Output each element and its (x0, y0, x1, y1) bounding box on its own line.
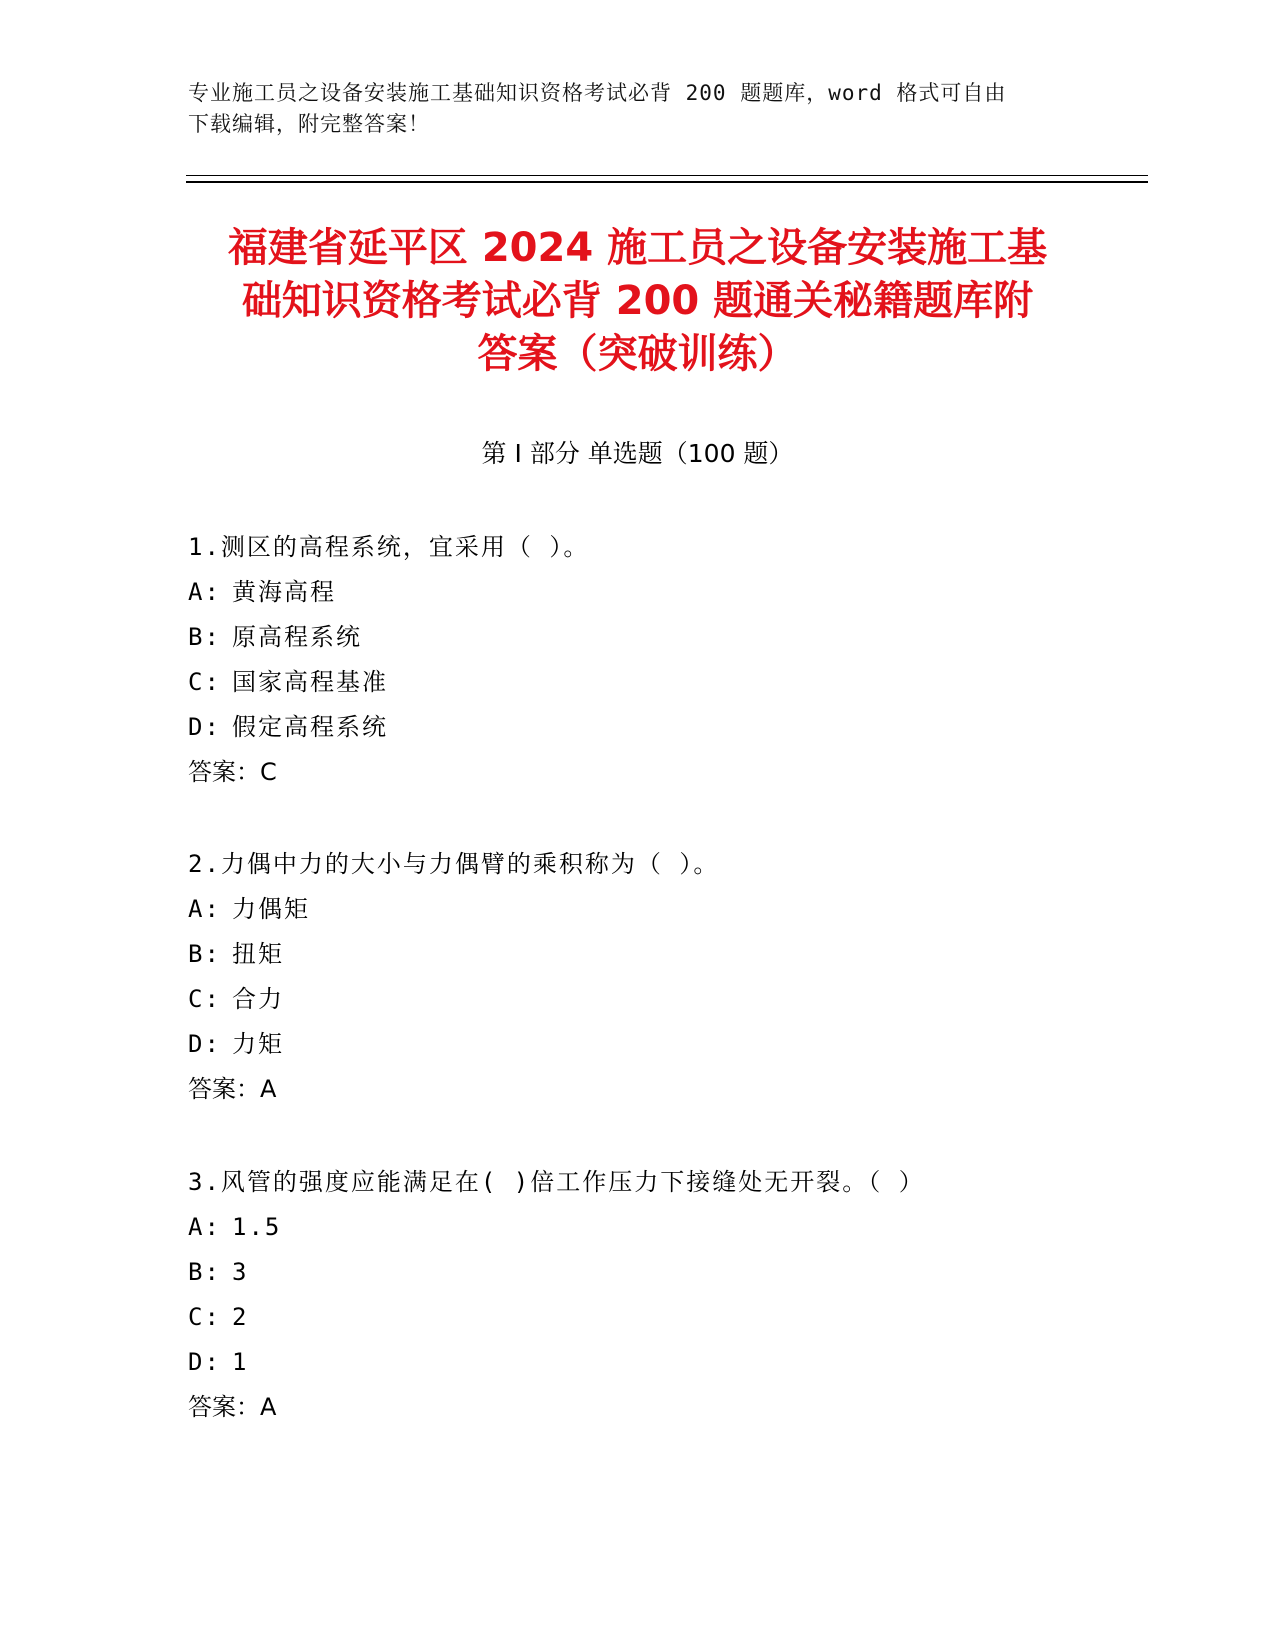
question-stem: 1.测区的高程系统，宜采用（ ）。 (188, 533, 590, 561)
option-a (188, 1205, 1138, 1250)
option-d (188, 705, 1138, 750)
option-text: 力偶矩 (232, 895, 310, 923)
option-text: 原高程系统 (232, 623, 362, 651)
option-label: C: (188, 1303, 221, 1331)
header-divider-thick (186, 181, 1148, 183)
option-a (188, 570, 1138, 615)
option-label: D: (188, 713, 221, 741)
option-text: 力矩 (232, 1030, 284, 1058)
document-header-note (188, 78, 1068, 140)
option-label: A: (188, 578, 221, 606)
document-title (150, 222, 1125, 381)
question-3 (188, 1160, 1138, 1430)
option-text: 3 (232, 1258, 249, 1286)
option-text: 假定高程系统 (232, 713, 388, 741)
option-b (188, 1250, 1138, 1295)
option-b (188, 615, 1138, 660)
option-text: 1.5 (232, 1213, 282, 1241)
answer-line: 答案：A (188, 1075, 277, 1103)
header-note-line-1: 专业施工员之设备安装施工基础知识资格考试必背 200 题题库，word 格式可自由 (188, 81, 1007, 105)
question-1 (188, 525, 1138, 795)
option-label: A: (188, 1213, 221, 1241)
option-d (188, 1022, 1138, 1067)
question-stem: 3.风管的强度应能满足在( )倍工作压力下接缝处无开裂。（ ） (188, 1168, 925, 1196)
option-c (188, 977, 1138, 1022)
question-2 (188, 842, 1138, 1112)
option-label: A: (188, 895, 221, 923)
option-text: 扭矩 (232, 940, 284, 968)
option-c (188, 660, 1138, 705)
option-label: D: (188, 1030, 221, 1058)
option-label: D: (188, 1348, 221, 1376)
option-label: C: (188, 668, 221, 696)
option-text: 黄海高程 (232, 578, 336, 606)
answer-line: 答案：A (188, 1393, 277, 1421)
answer-line: 答案：C (188, 758, 277, 786)
option-label: B: (188, 623, 221, 651)
option-text: 2 (232, 1303, 249, 1331)
title-line-2: 础知识资格考试必背 200 题通关秘籍题库附 (241, 278, 1034, 324)
option-text: 合力 (232, 985, 284, 1013)
option-c (188, 1295, 1138, 1340)
option-b (188, 932, 1138, 977)
option-label: C: (188, 985, 221, 1013)
option-a (188, 887, 1138, 932)
header-note-line-2: 下载编辑，附完整答案！ (188, 112, 430, 136)
section-title: 第 I 部分 单选题（100 题） (481, 439, 794, 468)
option-label: B: (188, 940, 221, 968)
option-d (188, 1340, 1138, 1385)
question-stem: 2.力偶中力的大小与力偶臂的乘积称为（ ）。 (188, 850, 720, 878)
header-divider-thin (186, 175, 1148, 176)
option-text: 1 (232, 1348, 249, 1376)
option-text: 国家高程基准 (232, 668, 388, 696)
option-label: B: (188, 1258, 221, 1286)
title-line-3: 答案（突破训练） (477, 331, 798, 377)
title-line-1: 福建省延平区 2024 施工员之设备安装施工基 (227, 225, 1048, 271)
